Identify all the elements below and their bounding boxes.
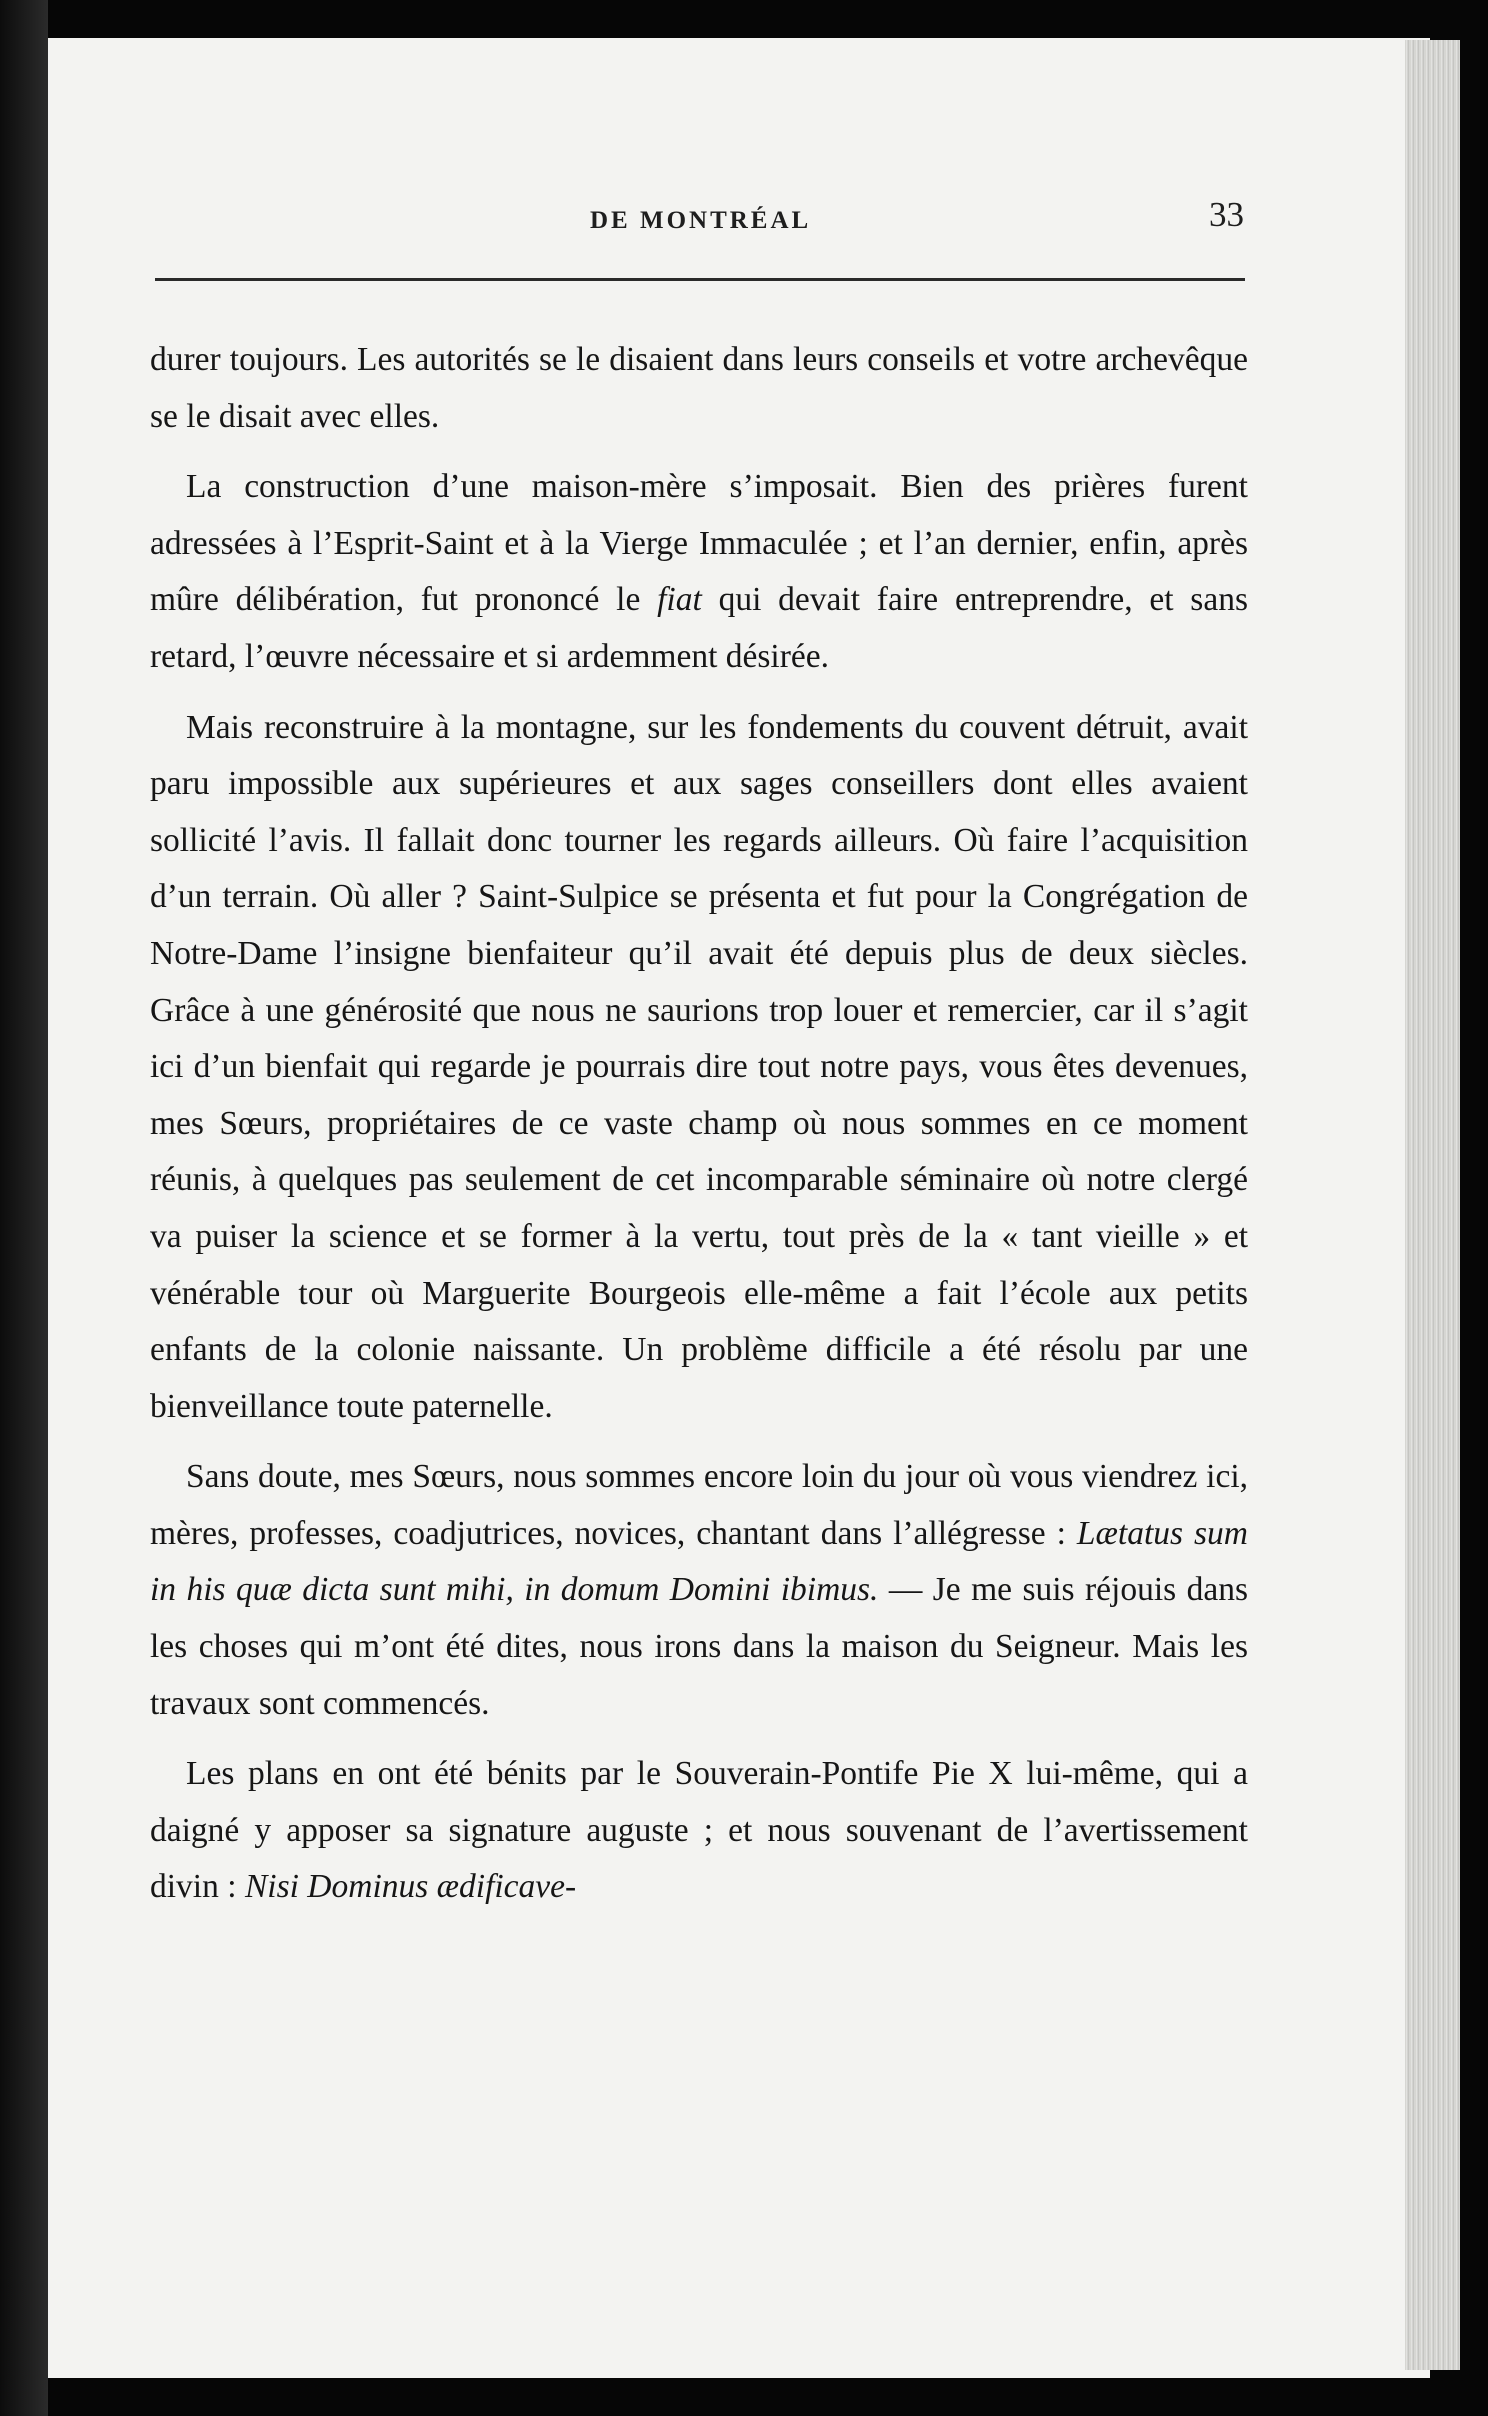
paragraph bbox=[150, 459, 1248, 685]
page-header bbox=[150, 195, 1250, 255]
paragraph-text: Mais reconstruire à la montagne, sur les fondements du couvent détruit, avait paru impossible aux supérieures et aux sages conseillers dont elles avaient sollicité l’avis. Il fallait donc tourner les regards ailleurs. Où faire l’acquisition d’un terrain. Où aller ? Saint-Sulpice se présenta et fut pour la Congrégation de Notre-Dame l’insigne bienfaiteur qu’il avait été depuis plus de deux siècles. Grâce à une générosité que nous ne saurions trop louer et remercier, car il s’agit ici d’un bienfait qui regarde je pourrais dire tout notre pays, vous êtes devenues, mes Sœurs, propriétaires de ce vaste champ où nous sommes en ce moment réunis, à quelques pas seulement de cet incomparable séminaire où notre clergé va puiser la science et se former à la vertu, tout près de la « tant vieille » et vénérable tour où Marguerite Bourgeois elle-même a fait l’école aux petits enfants de la colonie naissante. Un problème difficile a été résolu par une bienveillance toute paternelle. bbox=[150, 708, 1248, 1425]
paragraph-text: — Je me suis réjouis dans les choses qui m’ont été dites, nous irons dans la maison du Seigneur. Mais les travaux sont commencés. bbox=[150, 1571, 1248, 1722]
page-stack-edge bbox=[1405, 40, 1460, 2370]
body-text bbox=[150, 332, 1248, 1930]
header-rule bbox=[155, 278, 1245, 281]
paragraph bbox=[150, 1449, 1248, 1732]
paragraph-text: Les plans en ont été bénits par le Souverain-Pontife Pie X lui-même, qui a daigné y apposer sa signature auguste ; et nous souvenant de l’avertissement divin : bbox=[150, 1755, 1248, 1906]
paragraph-text: qui devait faire entreprendre, et sans retard, l’œuvre nécessaire et si ardemment désirée. bbox=[150, 581, 1248, 675]
paragraph-text: La construction d’une maison-mère s’imposait. Bien des prières furent adressées à l’Esprit-Saint et à la Vierge Immaculée ; et l’an dernier, enfin, après mûre délibération, fut prononcé le bbox=[150, 468, 1248, 619]
italic-term: fiat bbox=[657, 581, 702, 619]
paragraph bbox=[150, 1746, 1248, 1916]
page-number: 33 bbox=[1209, 195, 1244, 234]
paragraph bbox=[150, 332, 1248, 445]
book-binding-edge bbox=[0, 0, 48, 2416]
paragraph-text: Sans doute, mes Sœurs, nous sommes encore loin du jour où vous viendrez ici, mères, professes, coadjutrices, novices, chantant dans l’allégresse : bbox=[150, 1458, 1248, 1552]
paragraph bbox=[150, 700, 1248, 1436]
latin-quotation: Nisi Dominus ædificave- bbox=[244, 1868, 577, 1906]
paragraph-text: durer toujours. Les autorités se le disaient dans leurs conseils et votre archevêque se le disait avec elles. bbox=[150, 341, 1248, 435]
running-title: DE MONTRÉAL bbox=[590, 207, 812, 234]
latin-quotation: Lætatus sum in his quæ dicta sunt mihi, in domum Domini ibimus. bbox=[150, 1514, 1248, 1609]
